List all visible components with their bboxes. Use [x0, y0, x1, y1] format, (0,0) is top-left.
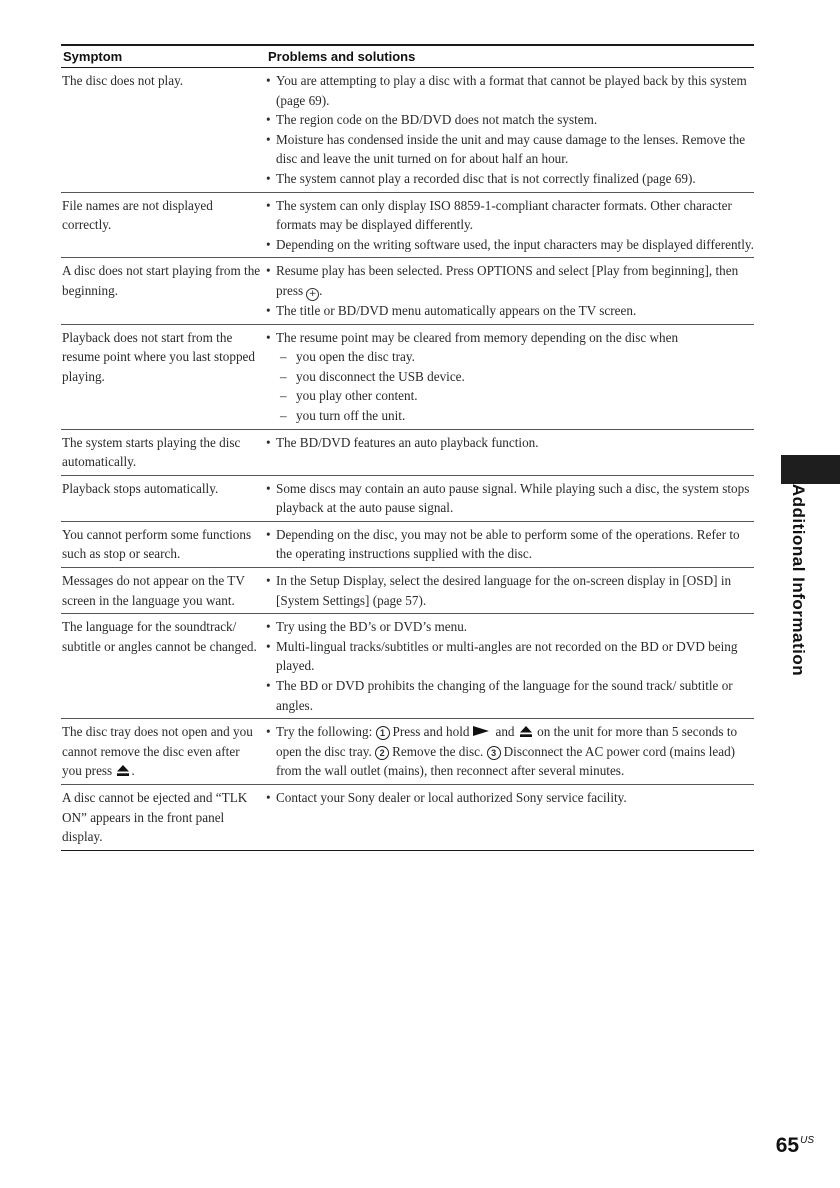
solution-item: • The system can only display ISO 8859-1-compliant character formats. Other character formats may be displayed differently.: [266, 196, 754, 235]
solution-cell: [266, 261, 754, 320]
table-row: [61, 430, 754, 476]
step1-text-b: and: [495, 724, 515, 740]
step-number-2: 2: [375, 746, 389, 760]
solution-item: • The BD or DVD prohibits the changing of the language for the sound track/ subtitle or angles.: [266, 676, 754, 715]
table-row: [61, 68, 754, 193]
solution-cell: [266, 71, 754, 189]
symptom-cell: Playback stops automatically.: [62, 480, 219, 496]
dash-item: – you play other content.: [266, 386, 754, 406]
section-tab-text: Additional Information: [789, 483, 808, 677]
solution-cell: [266, 722, 754, 781]
solution-item: • The resume point may be cleared from memory depending on the disc when: [266, 328, 754, 348]
page-region: US: [800, 1135, 814, 1146]
solution-item: • Some discs may contain an auto pause signal. While playing such a disc, the system stops playback at the auto pause signal.: [266, 479, 754, 518]
solution-item: • Try using the BD’s or DVD’s menu.: [266, 617, 754, 637]
table-row: [61, 719, 754, 785]
table-row: [61, 258, 754, 324]
solution-item: • The BD/DVD features an auto playback function.: [266, 433, 754, 453]
solution-item: • The region code on the BD/DVD does not match the system.: [266, 110, 754, 130]
solution-cell: [266, 328, 754, 426]
symptom-cell: The system starts playing the disc automatically.: [62, 434, 241, 470]
symptom-cell: The disc does not play.: [62, 73, 184, 88]
try-lead: Try the following:: [276, 724, 373, 740]
solution-text: Resume play has been selected. Press OPTIONS and select [Play from beginning], then press: [276, 263, 739, 298]
solution-cell: [266, 525, 754, 564]
table-row: [61, 785, 754, 851]
table-row: [61, 522, 754, 568]
enter-button-icon: +: [306, 288, 319, 301]
symptom-text-end: .: [131, 763, 135, 779]
dash-item: – you turn off the unit.: [266, 406, 754, 426]
solution-item: [266, 722, 754, 781]
symptom-cell: File names are not displayed correctly.: [62, 197, 213, 233]
solution-item: • Moisture has condensed inside the unit and may cause damage to the lenses. Remove the disc and leave the unit turned on for about half an hour.: [266, 130, 754, 169]
table-row: [61, 193, 754, 259]
dash-item: – you open the disc tray.: [266, 347, 754, 367]
symptom-cell: A disc does not start playing from the beginning.: [62, 263, 261, 298]
table-row: [61, 614, 754, 719]
table-row: [61, 476, 754, 522]
solution-cell: [266, 571, 754, 610]
solution-item: • Contact your Sony dealer or local authorized Sony service facility.: [266, 788, 754, 808]
step1-text-a: Press and hold: [392, 724, 470, 740]
table-row: [61, 568, 754, 614]
solution-cell: [266, 479, 754, 518]
symptom-cell: Messages do not appear on the TV screen in the language you want.: [62, 573, 245, 608]
symptom-cell: A disc cannot be ejected and “TLK ON” appears in the front panel display.: [62, 790, 248, 845]
eject-icon: [117, 765, 129, 776]
solution-item: • Multi-lingual tracks/subtitles or multi-angles are not recorded on the BD or DVD being played.: [266, 637, 754, 676]
solution-item: • In the Setup Display, select the desired language for the on-screen display in [OSD] in [System Settings] (page 57).: [266, 571, 754, 610]
symptom-cell: [61, 722, 266, 781]
symptom-cell: You cannot perform some functions such as stop or search.: [62, 526, 252, 562]
solution-item: • Resume play has been selected. Press OPTIONS and select [Play from beginning], then press + .: [266, 261, 754, 301]
table-header: [61, 46, 754, 68]
solution-cell: [266, 788, 754, 847]
solution-item: • You are attempting to play a disc with a format that cannot be played back by this system (page 69).: [266, 71, 754, 110]
step-number-1: 1: [376, 726, 390, 740]
page-number-value: 65: [775, 1134, 800, 1157]
table-row: [61, 325, 754, 430]
solution-cell: [266, 433, 754, 472]
dash-item: – you disconnect the USB device.: [266, 367, 754, 387]
solution-item: • The system cannot play a recorded disc that is not correctly finalized (page 69).: [266, 169, 754, 189]
step3-text: Disconnect the AC power cord (mains lead) from the wall outlet (mains), then reconnect after several minutes.: [276, 743, 736, 779]
symptom-cell: Playback does not start from the resume point where you last stopped playing.: [62, 329, 256, 384]
solution-cell: [266, 617, 754, 715]
section-tab-marker: [781, 455, 840, 484]
solution-cell: [266, 196, 754, 255]
step1-text-c: on the unit for more than 5 seconds to open the disc tray.: [276, 724, 738, 759]
symptom-text: The disc tray does not open and you cannot remove the disc even after you press: [62, 724, 253, 779]
step2-text: Remove the disc.: [392, 743, 484, 759]
step-number-3: 3: [487, 746, 501, 760]
troubleshooting-table: [61, 44, 754, 851]
solutions-header: Problems and solutions: [268, 49, 416, 64]
page-number: [776, 1134, 814, 1158]
solution-item: • Depending on the disc, you may not be able to perform some of the operations. Refer to the operating instructions supplied with the disc.: [266, 525, 754, 564]
solution-item: • Depending on the writing software used, the input characters may be displayed differently.: [266, 235, 754, 255]
play-icon: [473, 726, 489, 736]
symptom-header: Symptom: [63, 49, 123, 64]
eject-icon: [520, 726, 532, 737]
symptom-cell: The language for the soundtrack/ subtitle or angles cannot be changed.: [62, 619, 257, 654]
solution-item: • The title or BD/DVD menu automatically appears on the TV screen.: [266, 301, 754, 321]
